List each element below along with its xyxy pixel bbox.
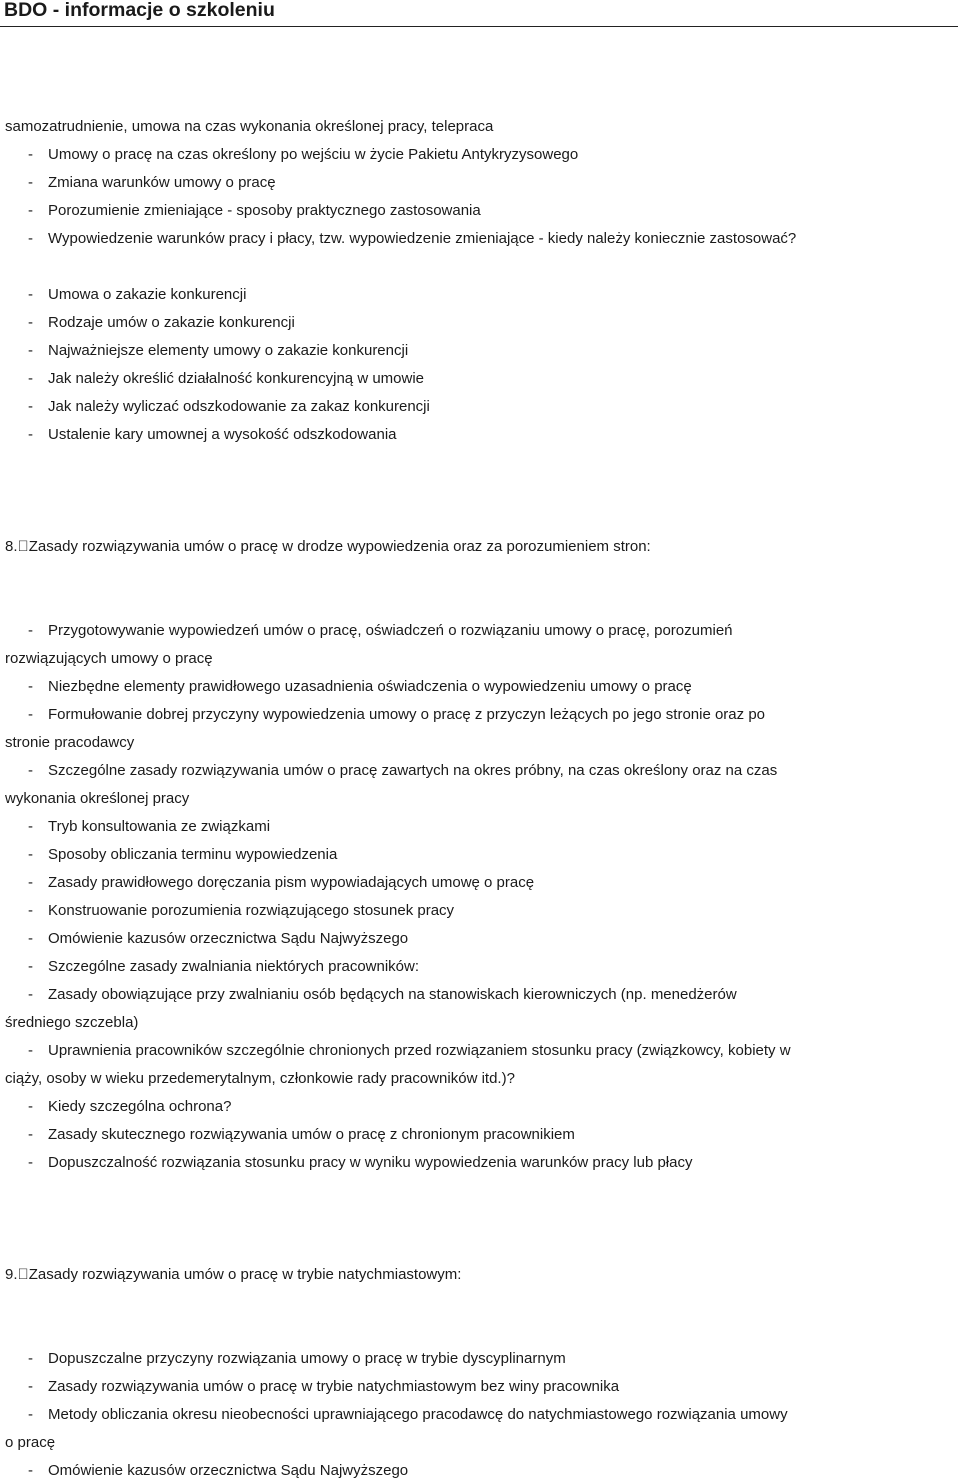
list-item — [28, 370, 424, 388]
bullet-dash: - — [28, 230, 33, 247]
bullet-dash: - — [28, 1406, 33, 1423]
list-item — [28, 1350, 566, 1368]
list-item — [28, 1042, 791, 1060]
list-item-text: Konstruowanie porozumienia rozwiązującego stosunek pracy — [48, 902, 455, 919]
list-item — [28, 398, 430, 416]
bullet-dash: - — [28, 370, 33, 387]
list-item-text: Tryb konsultowania ze związkami — [48, 818, 271, 835]
list-item — [28, 1126, 575, 1144]
list-item-text: Omówienie kazusów orzecznictwa Sądu Najwyższego — [48, 1462, 409, 1479]
list-item-text: Przygotowywanie wypowiedzeń umów o pracę, oświadczeń o rozwiązaniu umowy o pracę, porozumień — [48, 622, 733, 639]
bullet-dash: - — [28, 202, 33, 219]
list-item-text: Ustalenie kary umownej a wysokość odszkodowania — [48, 426, 397, 443]
list-item-text: Szczególne zasady zwalniania niektórych pracowników: — [48, 958, 420, 975]
list-item — [28, 902, 454, 920]
list-item-text: Jak należy wyliczać odszkodowanie za zakaz konkurencji — [48, 398, 430, 415]
list-item — [28, 678, 692, 696]
text-line: samozatrudnienie, umowa na czas wykonania określonej pracy, telepraca — [5, 118, 494, 135]
list-item — [28, 1406, 788, 1424]
list-item-continuation: średniego szczebla) — [5, 1014, 139, 1031]
bullet-dash: - — [28, 1350, 33, 1367]
bullet-dash: - — [28, 902, 33, 919]
bullet-dash: - — [28, 818, 33, 835]
page-header — [0, 0, 958, 27]
list-item-text: Metody obliczania okresu nieobecności uprawniającego pracodawcę do natychmiastowego rozwiązania umowy — [48, 1406, 788, 1423]
list-item — [28, 1098, 231, 1116]
list-item-text: Zasady skutecznego rozwiązywania umów o pracę z chronionym pracownikiem — [48, 1126, 575, 1143]
bullet-dash: - — [28, 930, 33, 947]
list-item — [28, 146, 578, 164]
list-item-continuation: stronie pracodawcy — [5, 734, 135, 751]
list-item — [28, 846, 337, 864]
bullet-dash: - — [28, 1154, 33, 1171]
bullet-dash: - — [28, 426, 33, 443]
list-item — [28, 762, 777, 780]
list-item-text: Porozumienie zmieniające - sposoby praktycznego zastosowania — [48, 202, 481, 219]
bullet-dash: - — [28, 1126, 33, 1143]
list-item-text: Rodzaje umów o zakazie konkurencji — [48, 314, 295, 331]
list-item-continuation: wykonania określonej pracy — [5, 790, 190, 807]
list-item — [28, 202, 481, 220]
list-item-text: Najważniejsze elementy umowy o zakazie konkurencji — [48, 342, 409, 359]
list-item — [28, 818, 270, 836]
list-item-text: Niezbędne elementy prawidłowego uzasadnienia oświadczenia o wypowiedzeniu umowy o pracę — [48, 678, 692, 695]
list-item-text: Uprawnienia pracowników szczególnie chronionych przed rozwiązaniem stosunku pracy (związkowcy, kobiety w — [48, 1042, 791, 1059]
bullet-dash: - — [28, 286, 33, 303]
bullet-dash: - — [28, 762, 33, 779]
bullet-dash: - — [28, 622, 33, 639]
list-item-continuation: ciąży, osoby w wieku przedemerytalnym, członkowie rady pracowników itd.)? — [5, 1070, 515, 1087]
bullet-dash: - — [28, 986, 33, 1003]
bullet-dash: - — [28, 1042, 33, 1059]
list-item-continuation: o pracę — [5, 1434, 56, 1451]
list-item-text: Jak należy określić działalność konkurencyjną w umowie — [48, 370, 425, 387]
list-item-continuation: rozwiązujących umowy o pracę — [5, 650, 213, 667]
list-item — [28, 930, 408, 948]
list-item — [28, 1462, 408, 1480]
section-heading-9: 9. Zasady rozwiązywania umów o pracę w trybie natychmiastowym: — [5, 1266, 455, 1283]
bullet-dash: - — [28, 874, 33, 891]
bullet-dash: - — [28, 706, 33, 723]
list-item-text: Umowa o zakazie konkurencji — [48, 286, 247, 303]
list-item-text: Wypowiedzenie warunków pracy i płacy, tzw. wypowiedzenie zmieniające - kiedy należy koniecznie zastosować? — [48, 230, 797, 247]
bullet-dash: - — [28, 342, 33, 359]
section-heading-8: 8. Zasady rozwiązywania umów o pracę w drodze wypowiedzenia oraz za porozumieniem stron: — [5, 538, 644, 555]
bullet-dash: - — [28, 314, 33, 331]
bullet-dash: - — [28, 958, 33, 975]
list-item — [28, 622, 733, 640]
list-item-text: Zmiana warunków umowy o pracę — [48, 174, 276, 191]
list-item-text: Sposoby obliczania terminu wypowiedzenia — [48, 846, 338, 863]
list-item-text: Formułowanie dobrej przyczyny wypowiedzenia umowy o pracę z przyczyn leżących po jego stronie oraz po — [48, 706, 765, 723]
list-item — [28, 1378, 619, 1396]
list-item-text: Dopuszczalność rozwiązania stosunku pracy w wyniku wypowiedzenia warunków pracy lub płacy — [48, 1154, 693, 1171]
bullet-dash: - — [28, 1462, 33, 1479]
list-item — [28, 958, 419, 976]
list-item-text: Omówienie kazusów orzecznictwa Sądu Najwyższego — [48, 930, 409, 947]
list-item — [28, 230, 796, 248]
bullet-dash: - — [28, 146, 33, 163]
bullet-dash: - — [28, 1378, 33, 1395]
list-item-text: Zasady rozwiązywania umów o pracę w trybie natychmiastowym bez winy pracownika — [48, 1378, 620, 1395]
list-item-text: Zasady prawidłowego doręczania pism wypowiadających umowę o pracę — [48, 874, 535, 891]
list-item — [28, 174, 276, 192]
list-item — [28, 1154, 692, 1172]
bullet-dash: - — [28, 846, 33, 863]
bullet-dash: - — [28, 398, 33, 415]
list-item-text: Umowy o pracę na czas określony po wejściu w życie Pakietu Antykryzysowego — [48, 146, 579, 163]
list-item — [28, 986, 737, 1004]
list-item-text: Dopuszczalne przyczyny rozwiązania umowy o pracę w trybie dyscyplinarnym — [48, 1350, 566, 1367]
list-item — [28, 314, 295, 332]
list-item — [28, 426, 397, 444]
bullet-dash: - — [28, 174, 33, 191]
list-item — [28, 286, 246, 304]
list-item-text: Szczególne zasady rozwiązywania umów o pracę zawartych na okres próbny, na czas określony oraz na czas — [48, 762, 778, 779]
list-item-text: Zasady obowiązujące przy zwalnianiu osób będących na stanowiskach kierowniczych (np. menedżerów — [48, 986, 737, 1003]
list-item — [28, 342, 408, 360]
list-item — [28, 874, 534, 892]
bullet-dash: - — [28, 678, 33, 695]
list-item-text: Kiedy szczególna ochrona? — [48, 1098, 232, 1115]
page-title: BDO - informacje o szkoleniu — [4, 0, 275, 21]
bullet-dash: - — [28, 1098, 33, 1115]
list-item — [28, 706, 765, 724]
